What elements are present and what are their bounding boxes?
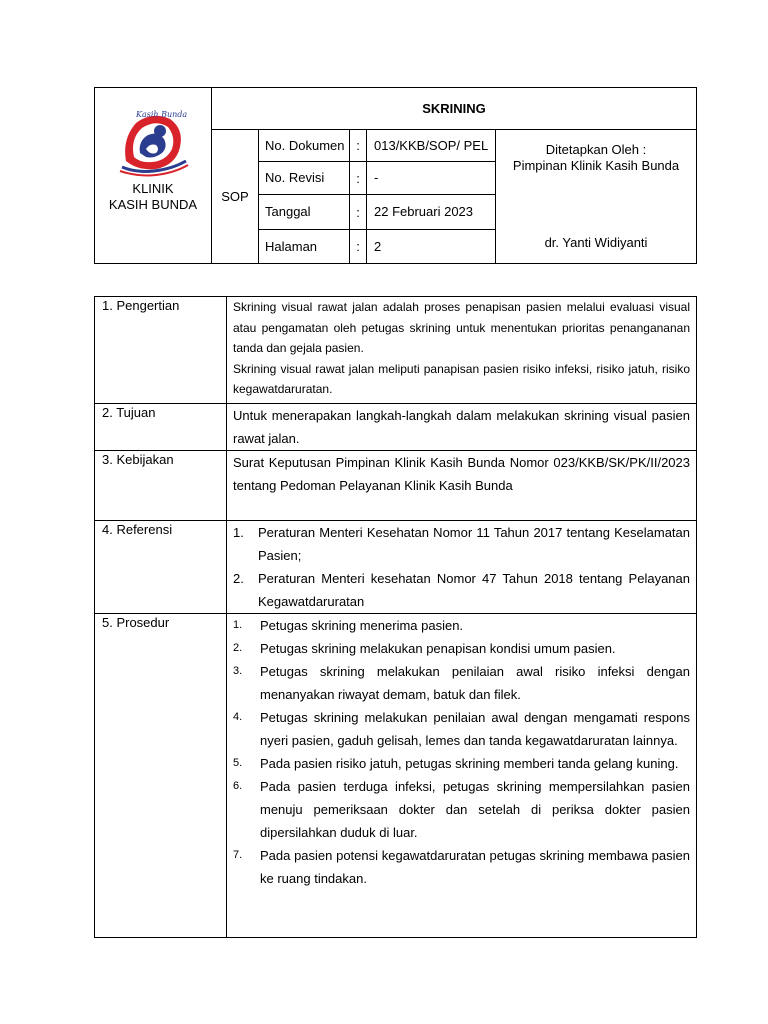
svg-text:Kasih Bunda: Kasih Bunda xyxy=(136,110,188,119)
clinic-logo-cell xyxy=(95,88,212,264)
list-number: 5. xyxy=(233,757,243,769)
list-item xyxy=(233,844,690,890)
list-item xyxy=(233,637,690,660)
sop-label: SOP xyxy=(212,130,259,264)
list-number: 1. xyxy=(233,525,244,540)
page-label: Halaman xyxy=(259,230,350,264)
list-item xyxy=(233,614,690,637)
section-content-prosedur xyxy=(227,614,697,938)
signatory-name: dr. Yanti Widiyanti xyxy=(544,235,648,250)
document-header-table xyxy=(94,87,697,264)
authorization-label: Ditetapkan Oleh : xyxy=(545,142,647,157)
clinic-logo xyxy=(116,109,190,177)
prosedur-list xyxy=(233,614,690,890)
list-item-text: Petugas skrining melakukan penilaian awal dengan mengamati respons nyeri pasien, gaduh gelisah, lemes dan tanda kegawatdaruratan lainnya. xyxy=(260,710,690,748)
list-item-text: Petugas skrining menerima pasien. xyxy=(260,618,464,633)
doc-number-colon: : xyxy=(350,130,367,162)
list-item-text: Pada pasien risiko jatuh, petugas skrining memberi tanda gelang kuning. xyxy=(260,756,679,771)
list-number: 2. xyxy=(233,642,243,654)
date-label: Tanggal xyxy=(259,195,350,230)
section-label-kebijakan: 3. Kebijakan xyxy=(95,451,227,521)
pengertian-paragraph: Skrining visual rawat jalan adalah proses penapisan pasien melalui evaluasi visual atau pengamatan oleh petugas skrining untuk menentukan prioritas penangananan tanda dan gejala pasien. xyxy=(233,300,690,355)
list-number: 1. xyxy=(233,619,243,631)
section-content-tujuan xyxy=(227,404,697,451)
doc-number-label: No. Dokumen xyxy=(259,130,350,162)
section-label-tujuan: 2. Tujuan xyxy=(95,404,227,451)
list-item-text: Peraturan Menteri kesehatan Nomor 47 Tahun 2018 tentang Pelayanan Kegawatdaruratan xyxy=(258,571,690,609)
list-item xyxy=(233,567,690,613)
list-item xyxy=(233,775,690,844)
referensi-list xyxy=(233,521,690,613)
document-title: SKRINING xyxy=(212,88,697,130)
list-number: 2. xyxy=(233,571,244,586)
revision-value: - xyxy=(367,162,496,195)
revision-colon: : xyxy=(350,162,367,195)
list-item xyxy=(233,752,690,775)
authorization-position: Pimpinan Klinik Kasih Bunda xyxy=(512,158,680,173)
list-item-text: Pada pasien terduga infeksi, petugas skrining mempersilahkan pasien menuju pemeriksaan dokter dan setelah di periksa dokter pasien dipersilahkan duduk di luar. xyxy=(260,779,690,840)
list-item xyxy=(233,660,690,706)
pengertian-paragraph: Skrining visual rawat jalan meliputi panapisan pasien risiko infeksi, risiko jatuh, risiko kegawatdaruratan. xyxy=(233,361,690,396)
section-label-pengertian: 1. Pengertian xyxy=(95,297,227,404)
list-item-text: Peraturan Menteri Kesehatan Nomor 11 Tahun 2017 tentang Keselamatan Pasien; xyxy=(258,525,690,563)
list-item xyxy=(233,521,690,567)
list-item-text: Petugas skrining melakukan penapisan kondisi umum pasien. xyxy=(260,641,616,656)
section-label-referensi: 4. Referensi xyxy=(95,521,227,614)
revision-label: No. Revisi xyxy=(259,162,350,195)
section-content-pengertian xyxy=(227,297,697,404)
list-number: 7. xyxy=(233,849,243,861)
tujuan-text: Untuk menerapakan langkah-langkah dalam melakukan skrining visual pasien rawat jalan. xyxy=(233,408,690,446)
clinic-name-line1: KLINIK xyxy=(132,181,174,196)
sop-content-table xyxy=(94,296,697,938)
list-item-text: Petugas skrining melakukan penilaian awal risiko infeksi dengan menanyakan riwayat demam, batuk dan filek. xyxy=(260,664,690,702)
list-number: 3. xyxy=(233,665,243,677)
kebijakan-text: Surat Keputusan Pimpinan Klinik Kasih Bunda Nomor 023/KKB/SK/PK/II/2023 tentang Pedoman Pelayanan Klinik Kasih Bunda xyxy=(233,455,690,493)
section-content-referensi xyxy=(227,521,697,614)
section-content-kebijakan xyxy=(227,451,697,521)
list-number: 6. xyxy=(233,780,243,792)
authorization-cell xyxy=(496,130,697,264)
section-label-prosedur: 5. Prosedur xyxy=(95,614,227,938)
date-colon: : xyxy=(350,195,367,230)
list-number: 4. xyxy=(233,711,243,723)
page-colon: : xyxy=(350,230,367,264)
clinic-name-line2: KASIH BUNDA xyxy=(108,197,198,212)
list-item-text: Pada pasien potensi kegawatdaruratan petugas skrining membawa pasien ke ruang tindakan. xyxy=(260,848,690,886)
clinic-name xyxy=(95,181,211,213)
doc-number-value: 013/KKB/SOP/ PEL xyxy=(367,130,496,162)
date-value: 22 Februari 2023 xyxy=(367,195,496,230)
list-item xyxy=(233,706,690,752)
page-value: 2 xyxy=(367,230,496,264)
kasih-bunda-logo-icon xyxy=(116,109,190,177)
